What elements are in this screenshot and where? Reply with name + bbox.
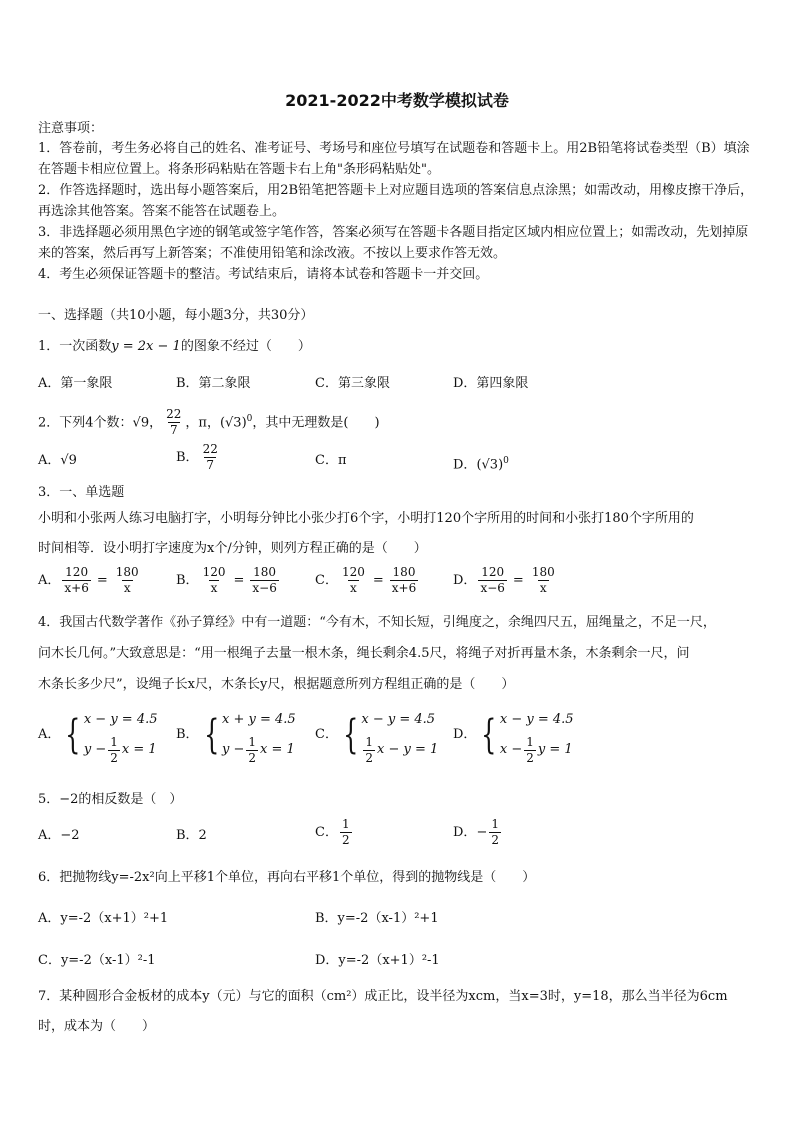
- q3-d-rd: x: [539, 581, 547, 595]
- q2-option-d: [453, 452, 509, 474]
- q1-pre: 1．一次函数: [38, 339, 112, 354]
- q4-d-label: D．: [453, 727, 477, 742]
- q2-d-value: (√3): [476, 457, 504, 473]
- q4-line-1: 4．我国古代数学著作《孙子算经》中有一道题：“今有木，不知长短，引绳度之，余绳四尺五，屈绳量之，不足一尺，: [38, 615, 716, 630]
- q5-c-num: 1: [341, 817, 350, 831]
- q3-c-ln: 120: [341, 565, 365, 579]
- notice-item-1: 1．答卷前，考生务必将自己的姓名、准考证号、考场号和座位号填写在试题卷和答题卡上。用2B铅笔将试卷类型（B）填涂在答题卡相应位置上。将条形码粘贴在答题卡右上角"条形码粘贴处"。: [38, 141, 750, 177]
- q3-a-label: A．: [38, 572, 61, 588]
- q6-option-d: D．y=-2（x+1）²-1: [315, 953, 440, 968]
- q4-a-eq1: x − y = 4.5: [83, 712, 158, 727]
- q3-option-d: D． $\frac{120}{x-6}$ = $\frac{180}{x}$: [453, 565, 555, 595]
- q5-stem: 5．−2的相反数是（ ）: [38, 792, 183, 807]
- q4-d-eq2: [500, 735, 574, 765]
- q2-n1: √9: [132, 415, 150, 431]
- q3-d-label: D．: [453, 572, 477, 588]
- q4-a-half: [108, 735, 120, 766]
- q5-option-d: [453, 815, 503, 851]
- q3-option-b: B． $\frac{120}{x}$ = $\frac{180}{x-6}$: [176, 565, 277, 595]
- q1-option-c: C．第三象限: [315, 376, 390, 391]
- q3-d-rn: 180: [531, 565, 555, 579]
- q4-d-half: [524, 735, 536, 766]
- q4-line-2: 问木长几何。”大致意思是：“用一根绳子去量一根木条，绳长剩余4.5尺，将绳子对折再量木条，木条剩余一尺，问: [38, 646, 690, 661]
- q2-option-a: [38, 452, 77, 470]
- q3-c-rn: 180: [392, 565, 416, 579]
- question-2: 2．下列4个数：√9， $\frac{22}{7}$ ，π，$(√3)^0$，其中无理数是( ): [38, 407, 380, 438]
- q3-c-label: C．: [315, 572, 338, 588]
- q3-d-ln: 120: [481, 565, 505, 579]
- q4-b-half-den: 2: [248, 750, 257, 765]
- q3-a-ld: x+6: [64, 581, 89, 595]
- q4-a-half-den: 2: [110, 750, 118, 765]
- q3-b-left: [201, 565, 228, 596]
- q3-b-rn: 180: [253, 565, 277, 579]
- q4-option-d: D． { x − y = 4.5 x − $\frac{1}{2}$ y = 1: [453, 705, 574, 765]
- q5-option-a: A．−2: [38, 828, 80, 843]
- q2-n4: (√3): [219, 415, 247, 431]
- notice-item-3: 3．非选择题必须用黑色字迹的钢笔或签字笔作答，答案必须写在答题卡各题目指定区域内相应位置上；如需改动，先划掉原来的答案，然后再写上新答案；不准使用铅笔和涂改液。不按以上要求作答无效。: [38, 225, 749, 261]
- q2-b-num: 22: [202, 442, 218, 456]
- q4-option-a: A． { x − y = 4.5 y − $\frac{1}{2}$ x = 1: [38, 705, 158, 765]
- q4-b-eq1: x + y = 4.5: [222, 712, 296, 727]
- notice-item-4: 4．考生必须保证答题卡的整洁。考试结束后，请将本试卷和答题卡一并交回。: [38, 267, 489, 282]
- q2-b-fraction: [201, 442, 220, 473]
- q2-mid: ，π，: [185, 415, 220, 431]
- q2-a-value: √9: [60, 453, 77, 468]
- q4-c-half-den: 2: [365, 750, 374, 765]
- q4-d-eq2-pre: x −: [499, 742, 523, 757]
- q5-c-label: C．: [315, 825, 338, 840]
- q2-post: ，其中无理数是( ): [252, 415, 380, 431]
- q1-option-a: A．第一象限: [38, 376, 113, 391]
- section-heading: 一、选择题（共10小题，每小题3分，共30分）: [38, 308, 314, 323]
- q3-b-ld: x: [210, 581, 218, 595]
- q3-a-right: [114, 565, 141, 596]
- q4-a-label: A．: [38, 727, 61, 742]
- q3-b-rd: x−6: [252, 581, 277, 595]
- q4-b-eq2-pre: y −: [222, 742, 245, 757]
- q3-line-2: 时间相等．设小明打字速度为x个/分钟，则列方程正确的是（ ）: [38, 541, 427, 556]
- q3-d-left: [478, 565, 506, 596]
- q4-b-half: [246, 735, 258, 766]
- q2-fraction: [164, 407, 183, 438]
- q3-option-a: A． $\frac{120}{x+6}$ = $\frac{180}{x}$: [38, 565, 139, 595]
- q4-b-label: B．: [176, 727, 199, 742]
- q5-d-label: D．: [453, 825, 477, 840]
- q6-option-a: A．y=-2（x+1）²+1: [38, 911, 169, 926]
- q4-option-c: C． { x − y = 4.5 $\frac{1}{2}$ x − y = 1: [315, 705, 438, 765]
- q3-b-right: [250, 565, 278, 596]
- q3-d-ld: x−6: [480, 581, 505, 595]
- q4-option-b: B． { x + y = 4.5 y − $\frac{1}{2}$ x = 1: [176, 705, 296, 765]
- q4-a-eq2-post: x = 1: [121, 742, 157, 757]
- q4-a-eq2: [84, 735, 158, 765]
- page-title: 2021-2022中考数学模拟试卷: [285, 91, 509, 110]
- q2-a-label: A．: [38, 453, 61, 468]
- q2-frac-den: 7: [169, 423, 178, 438]
- q7-line-1: 7．某种圆形合金板材的成本y（元）与它的面积（cm²）成正比，设半径为xcm，当x=3时，y=18，那么当半径为6cm: [38, 989, 728, 1004]
- q2-d-label: D．: [453, 457, 477, 473]
- q4-line-3: 木条长多少尺”，设绳子长x尺，木条长y尺，根据题意所列方程组正确的是（ ）: [38, 677, 515, 692]
- q3-a-rn: 180: [115, 565, 139, 579]
- q1-option-d: D．第四象限: [453, 376, 529, 391]
- q2-b-den: 7: [206, 458, 215, 472]
- q4-c-eq2-post: x − y = 1: [377, 742, 439, 757]
- q3-a-left: [62, 565, 90, 596]
- q2-d-sup: 0: [503, 456, 509, 466]
- q3-option-c: C． $\frac{120}{x}$ = $\frac{180}{x+6}$: [315, 565, 417, 595]
- q6-option-c: C．y=-2（x-1）²-1: [38, 953, 156, 968]
- q6-option-b: B．y=-2（x-1）²+1: [315, 911, 439, 926]
- q3-b-ln: 120: [202, 565, 226, 579]
- q5-d-den: 2: [491, 833, 499, 847]
- q1-option-b: B．第二象限: [176, 376, 251, 391]
- q6-stem: 6．把抛物线y=-2x²向上平移1个单位，再向右平移1个单位，得到的抛物线是（ ）: [38, 870, 536, 885]
- q3-c-left: [340, 565, 367, 596]
- q4-d-half-den: 2: [526, 750, 534, 765]
- q4-d-eq1: x − y = 4.5: [499, 712, 574, 727]
- q4-d-eq2-post: y = 1: [537, 742, 573, 757]
- q4-c-label: C．: [315, 727, 338, 742]
- q4-c-half: [363, 735, 375, 766]
- q2-option-c: C．π: [315, 453, 347, 468]
- q3-a-ln: 120: [65, 565, 89, 579]
- q4-d-half-num: 1: [526, 734, 534, 749]
- q3-line-1: 小明和小张两人练习电脑打字，小明每分钟比小张少打6个字，小明打120个字所用的时间和小张打180个字所用的: [38, 511, 694, 526]
- q3-b-label: B．: [176, 572, 199, 588]
- q3-d-right: [530, 565, 557, 596]
- q3-heading: 3．一、单选题: [38, 485, 125, 500]
- q4-b-eq2-post: x = 1: [260, 742, 295, 757]
- q1-post: 的图象不经过（ ）: [180, 339, 311, 354]
- q5-c-fraction: [340, 817, 352, 848]
- q3-c-right: [390, 565, 418, 596]
- q5-d-num: 1: [491, 817, 499, 831]
- q5-option-c: [315, 815, 354, 851]
- q5-d-fraction: [489, 817, 501, 848]
- q1-expr: y = 2x − 1: [111, 339, 181, 354]
- q2-pre: 2．下列4个数：: [38, 415, 133, 431]
- q2-n4-sup: 0: [246, 414, 253, 424]
- q4-a-eq2-pre: y −: [83, 742, 107, 757]
- notice-heading: 注意事项：: [38, 121, 104, 136]
- q5-c-den: 2: [341, 833, 350, 847]
- q4-c-half-num: 1: [365, 734, 374, 749]
- q4-b-half-num: 1: [248, 734, 257, 749]
- q4-b-eq2: [222, 735, 296, 765]
- question-1: [38, 338, 311, 356]
- q4-c-eq1: x − y = 4.5: [361, 712, 436, 727]
- q4-a-half-num: 1: [110, 734, 118, 749]
- q5-option-b: B．2: [176, 828, 207, 843]
- q5-d-minus: −: [476, 825, 488, 840]
- q3-c-ld: x: [350, 581, 357, 595]
- q3-c-rd: x+6: [391, 581, 417, 595]
- q2-option-b: [176, 440, 222, 476]
- q7-line-2: 时，成本为（ ）: [38, 1019, 156, 1034]
- q4-c-eq2: [361, 735, 438, 765]
- q3-a-rd: x: [123, 581, 131, 595]
- q2-frac-num: 22: [166, 407, 182, 422]
- q2-b-label: B．: [176, 450, 199, 465]
- notice-item-2: 2．作答选择题时，选出每小题答案后，用2B铅笔把答题卡上对应题目选项的答案信息点涂黑；如需改动，用橡皮擦干净后，再选涂其他答案。答案不能答在试题卷上。: [38, 183, 754, 219]
